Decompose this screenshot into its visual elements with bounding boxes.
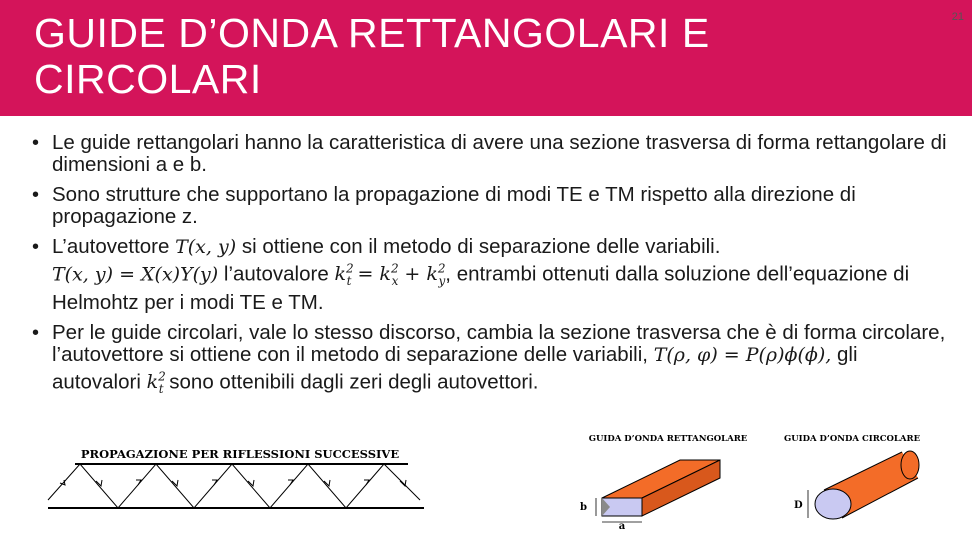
- label-d: D: [794, 500, 803, 511]
- bullet-item: [28, 236, 948, 314]
- bullet-text: Per le guide circolari, vale lo stesso discorso, cambia la sezione trasversa che è di forma circolare, l’autovettore si ottiene con il metodo di separazione delle variabili,: [52, 321, 946, 367]
- bullet-text: l’autovalore: [218, 262, 335, 286]
- rect-guide-caption: GUIDA D’ONDA RETTANGOLARE: [588, 434, 748, 444]
- bullet-dot: •: [32, 132, 40, 154]
- title-banner: [0, 0, 972, 116]
- label-b: b: [580, 502, 587, 513]
- circ-guide-far-end: [901, 451, 919, 479]
- propagation-figure: [40, 440, 430, 530]
- circ-guide-figure: [770, 430, 940, 530]
- bullet-item: [28, 322, 948, 400]
- bullet-dot: •: [32, 322, 40, 345]
- math-circular-separation: T(ρ, φ) = P(ρ)ϕ(ϕ),: [653, 344, 832, 367]
- bullet-text: gli autovalori: [52, 343, 858, 394]
- bullet-item: [28, 184, 948, 228]
- rect-guide-figure: [570, 430, 755, 530]
- bullet-text: si ottiene con il metodo di separazione delle variabili.: [236, 235, 721, 258]
- bullet-dot: •: [32, 184, 40, 206]
- arrow-icons: [60, 480, 406, 486]
- bullet-dot: •: [32, 236, 40, 258]
- zigzag-ray: [48, 464, 420, 508]
- math-eigenvector: T(x, y): [175, 236, 237, 258]
- bullet-list: [28, 132, 948, 408]
- bullet-text: Sono strutture che supportano la propagazione di modi TE e TM rispetto alla direzione di propagazione z.: [52, 183, 856, 228]
- math-separation: T(x, y) = X(x)Y(y): [52, 263, 219, 286]
- bullet-text: , entrambi ottenuti dalla soluzione dell’equazione di Helmohtz per i modi TE e TM.: [52, 262, 910, 315]
- circ-guide-caption: GUIDA D’ONDA CIRCOLARE: [783, 434, 921, 444]
- math-eigenvalue-kt: $k^2_t = k^2_x + k^2_y$: [334, 262, 446, 289]
- slide-number: 21: [951, 11, 964, 23]
- bullet-text: Le guide rettangolari hanno la caratteristica di avere una sezione trasversa di forma rettangolare di dimensioni a e b.: [52, 131, 947, 176]
- slide-title: GUIDE D’ONDA RETTANGOLARI E CIRCOLARI: [34, 10, 710, 102]
- circ-guide-near-end: [815, 489, 851, 519]
- math-eigenvalue-kt: $k^2_t$: [146, 370, 166, 397]
- bullet-text: L’autovettore: [52, 235, 176, 258]
- bullet-item: [28, 132, 948, 176]
- propagation-caption: PROPAGAZIONE PER RIFLESSIONI SUCCESSIVE: [80, 447, 400, 461]
- label-a: a: [618, 521, 626, 530]
- bullet-text: sono ottenibili dagli zeri degli autovettori.: [163, 370, 539, 394]
